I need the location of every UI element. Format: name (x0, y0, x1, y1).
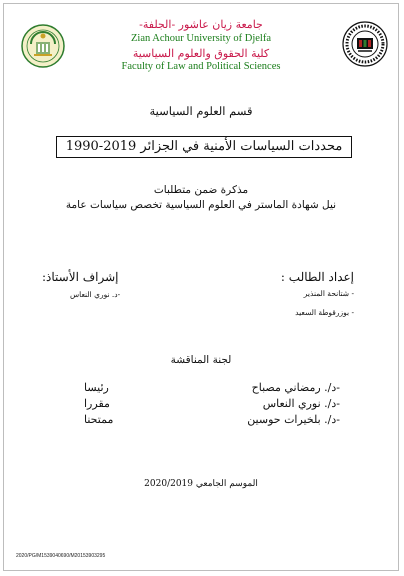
committee-member-name: -د/. نوري النعاس (262, 397, 340, 410)
document-code: 2020/PG/M1539040690/M20153903295 (16, 553, 106, 559)
university-name-en: Zian Achour University of Djelfa (131, 33, 271, 44)
committee-member-name: -د/. رمضاني مصباح (251, 381, 340, 394)
preparation-label: إعداد الطالب : (280, 270, 354, 284)
faculty-name-en: Faculty of Law and Political Sciences (121, 61, 281, 72)
memo-line-2: نيل شهادة الماستر في العلوم السياسية تخصص سياسات عامة (65, 199, 337, 211)
department-name: قسم العلوم السياسية (149, 104, 253, 118)
document-page (3, 3, 399, 571)
university-name-ar: جامعة زيان عاشور -الجلفة- (139, 18, 263, 31)
memo-line-1: مذكرة ضمن متطلبات (153, 184, 249, 196)
committee-member-role: ممتحنا (84, 413, 114, 426)
committee-member-role: مقررا (84, 397, 110, 410)
faculty-name-ar: كلية الحقوق والعلوم السياسية (132, 47, 270, 60)
student-name: - بوزرقوطة السعيد (295, 308, 354, 317)
supervisor-name: -د. نوري النعاس (70, 290, 121, 299)
academic-year: الموسم الجامعي 2020/2019 (144, 479, 258, 489)
supervision-label: إشراف الأستاذ: (42, 270, 119, 284)
committee-title: لجنة المناقشة (170, 354, 232, 366)
student-name: - شتانحة المنذير (303, 289, 354, 298)
committee-member-name: -د/. بلخيرات حوسين (247, 413, 340, 426)
committee-member-role: رئيسا (84, 381, 109, 394)
thesis-title: محددات السياسات الأمنية في الجزائر 2019-1990 (56, 136, 352, 158)
